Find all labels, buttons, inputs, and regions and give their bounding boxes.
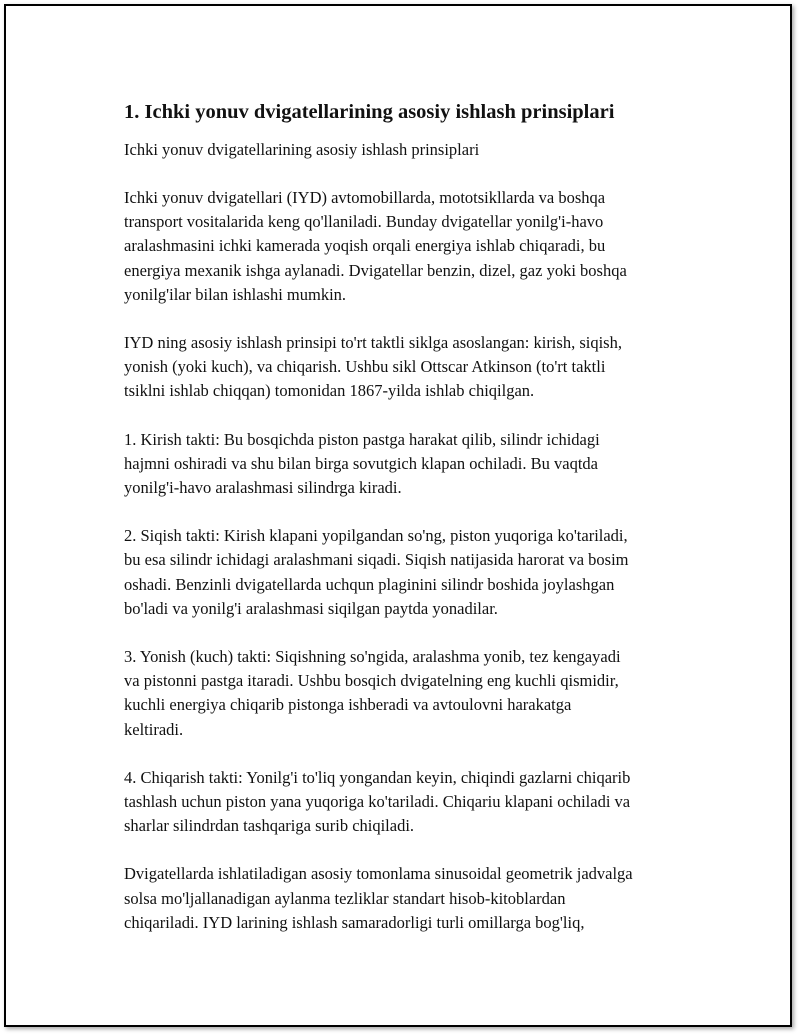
document-body	[124, 98, 704, 959]
paragraph-intro	[124, 186, 704, 307]
paragraph-exhaust-stroke	[124, 766, 704, 839]
text-line: 2. Siqish takti: Kirish klapani yopilgandan so'ng, piston yuqoriga ko'tariladi,	[124, 526, 628, 546]
text-line: 4. Chiqarish takti: Yonilg'i to'liq yongandan keyin, chiqindi gazlarni chiqarib	[124, 767, 631, 787]
paragraph-four-stroke-cycle	[124, 331, 704, 404]
text-line: oshadi. Benzinli dvigatellarda uchqun plaginini silindr boshida joylashgan	[124, 574, 615, 594]
paragraph-power-stroke	[124, 645, 704, 742]
text-line: kuchli energiya chiqarib pistonga ishberadi va avtoulovni harakatga	[124, 695, 572, 715]
text-line: tsiklni ishlab chiqqan) tomonidan 1867-yilda ishlab chiqilgan.	[124, 381, 535, 401]
text-line: va pistonni pastga itaradi. Ushbu bosqich dvigatelning eng kuchli qismidir,	[124, 671, 619, 691]
text-line: chiqariladi. IYD larining ishlash samaradorligi turli omillarga bog'liq,	[124, 912, 585, 932]
text-line: yonilg'i-havo aralashmasi silindrga kiradi.	[124, 478, 402, 498]
paragraph-intake-stroke	[124, 428, 704, 501]
text-line: 1. Kirish takti: Bu bosqichda piston pastga harakat qilib, silindr ichidagi	[124, 429, 600, 449]
text-line: yonilg'ilar bilan ishlashi mumkin.	[124, 284, 347, 304]
paragraph-efficiency	[124, 862, 704, 935]
text-line: solsa mo'ljallanadigan aylanma tezliklar standart hisob-kitoblardan	[124, 888, 566, 908]
text-line: bu esa silindr ichidagi aralashmani siqadi. Siqish natijasida harorat va bosim	[124, 550, 629, 570]
text-line: Ichki yonuv dvigatellari (IYD) avtomobillarda, mototsikllarda va boshqa	[124, 188, 606, 207]
text-line: bo'ladi va yonilg'i aralashmasi siqilgan paytda yonadilar.	[124, 598, 498, 618]
document-page	[4, 4, 792, 1027]
text-line: energiya mexanik ishga aylanadi. Dvigatellar benzin, dizel, gaz yoki boshqa	[124, 260, 627, 280]
text-line: yonish (yoki kuch), va chiqarish. Ushbu sikl Ottscar Atkinson (to'rt taktli	[124, 357, 606, 377]
text-line: Dvigatellarda ishlatiladigan asosiy tomonlama sinusoidal geometrik jadvalga	[124, 864, 633, 884]
section-subtitle: Ichki yonuv dvigatellarining asosiy ishlash prinsiplari	[124, 140, 480, 159]
section-heading: 1. Ichki yonuv dvigatellarining asosiy ishlash prinsiplari	[124, 101, 615, 123]
text-line: sharlar silindrdan tashqariga surib chiqiladi.	[124, 816, 415, 836]
text-line: transport vositalarida keng qo'llaniladi. Bunday dvigatellar yonilg'i-havo	[124, 212, 604, 232]
text-line: tashlash uchun piston yana yuqoriga ko'tariladi. Chiqariu klapani ochiladi va	[124, 792, 631, 812]
text-line: IYD ning asosiy ishlash prinsipi to'rt taktli siklga asoslangan: kirish, siqish,	[124, 333, 622, 353]
text-line: 3. Yonish (kuch) takti: Siqishning so'ngida, aralashma yonib, tez kengayadi	[124, 647, 621, 667]
paragraph-compression-stroke	[124, 524, 704, 621]
text-line: keltiradi.	[124, 719, 184, 739]
text-line: hajmni oshiradi va shu bilan birga sovutgich klapan ochiladi. Bu vaqtda	[124, 453, 598, 473]
text-line: aralashmasini ichki kamerada yoqish orqali energiya ishlab chiqaradi, bu	[124, 236, 606, 256]
